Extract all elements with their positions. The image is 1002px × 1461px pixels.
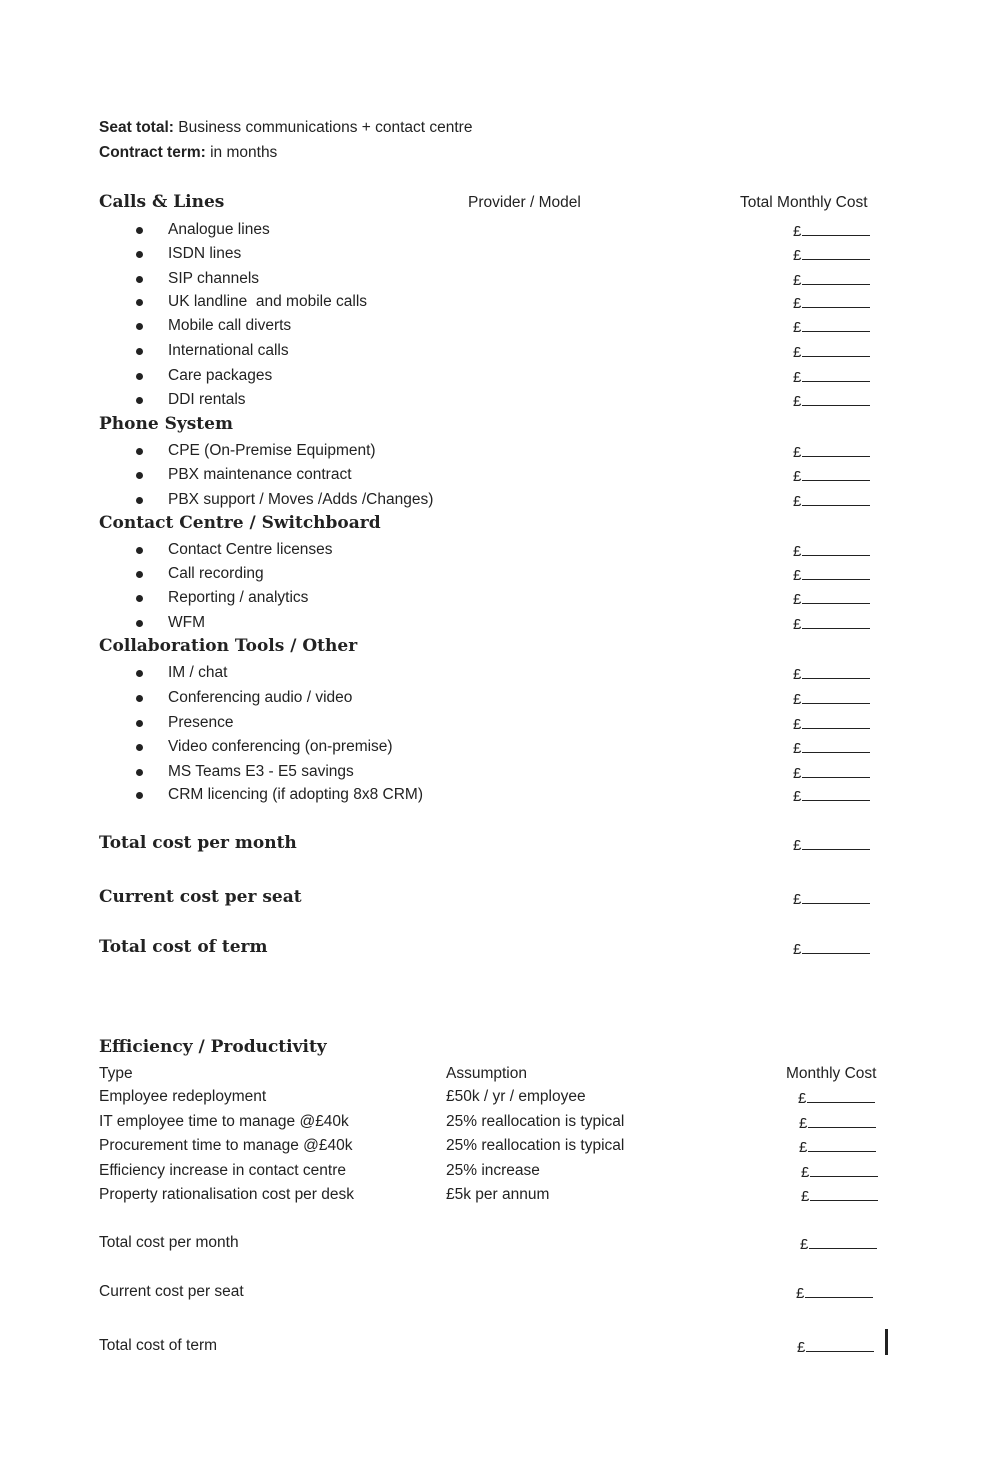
cost-field[interactable] (793, 220, 870, 242)
currency-symbol: £ (793, 891, 802, 908)
line-item: UK landline and mobile calls (168, 293, 368, 310)
cost-field[interactable] (793, 613, 870, 635)
contract-term-label: Contract term: (99, 144, 206, 161)
efficiency-assumption: £5k per annum (446, 1186, 550, 1203)
column-header-type: Type (99, 1065, 133, 1082)
bullet-icon (136, 695, 143, 702)
bullet-icon (136, 373, 143, 380)
contract-term-line (99, 143, 277, 163)
cost-field[interactable] (793, 316, 870, 338)
cost-field[interactable] (793, 834, 870, 856)
currency-symbol: £ (793, 765, 802, 782)
bullet-icon (136, 251, 143, 258)
currency-symbol: £ (799, 1115, 808, 1132)
line-item: MS Teams E3 - E5 savings (168, 763, 354, 780)
cost-field[interactable] (793, 762, 870, 784)
bullet-icon (136, 397, 143, 404)
efficiency-assumption: £50k / yr / employee (446, 1088, 586, 1105)
currency-symbol: £ (800, 1236, 809, 1253)
currency-symbol: £ (793, 468, 802, 485)
efficiency-type: IT employee time to manage @£40k (99, 1113, 349, 1130)
bullet-icon (136, 720, 143, 727)
column-header-monthly-cost: Monthly Cost (786, 1065, 877, 1082)
currency-symbol: £ (793, 543, 802, 560)
cost-field[interactable] (793, 663, 870, 685)
contract-term-value: in months (210, 144, 278, 161)
line-item: IM / chat (168, 664, 228, 681)
efficiency-total-per-month-label: Total cost per month (99, 1234, 239, 1251)
currency-symbol: £ (798, 1090, 807, 1107)
currency-symbol: £ (793, 344, 802, 361)
efficiency-cost-per-seat-label: Current cost per seat (99, 1283, 244, 1300)
line-item: SIP channels (168, 270, 260, 287)
cost-field[interactable] (793, 785, 870, 807)
cost-field[interactable] (793, 540, 870, 562)
line-item: DDI rentals (168, 391, 246, 408)
bullet-icon (136, 276, 143, 283)
line-item: WFM (168, 614, 206, 631)
currency-symbol: £ (793, 319, 802, 336)
currency-symbol: £ (793, 247, 802, 264)
cost-field[interactable] (799, 1112, 876, 1134)
line-item: International calls (168, 342, 289, 359)
line-item: PBX support / Moves /Adds /Changes) (168, 491, 434, 508)
line-item: ISDN lines (168, 245, 242, 262)
bullet-icon (136, 348, 143, 355)
cost-field[interactable] (793, 341, 870, 363)
seat-total-line (99, 118, 472, 138)
cost-field[interactable] (793, 244, 870, 266)
cost-field[interactable] (799, 1136, 876, 1158)
current-cost-per-seat-label: Current cost per seat (99, 887, 302, 907)
efficiency-type: Employee redeployment (99, 1088, 267, 1105)
bullet-icon (136, 792, 143, 799)
currency-symbol: £ (796, 1285, 805, 1302)
currency-symbol: £ (793, 691, 802, 708)
currency-symbol: £ (793, 616, 802, 633)
line-item: PBX maintenance contract (168, 466, 352, 483)
line-item: Presence (168, 714, 234, 731)
cost-field[interactable] (793, 688, 870, 710)
currency-symbol: £ (793, 444, 802, 461)
column-header-assumption: Assumption (446, 1065, 527, 1082)
currency-symbol: £ (793, 272, 802, 289)
line-item: Contact Centre licenses (168, 541, 333, 558)
cost-field[interactable] (793, 713, 870, 735)
bullet-icon (136, 547, 143, 554)
cost-field[interactable] (793, 465, 870, 487)
efficiency-assumption: 25% reallocation is typical (446, 1113, 625, 1130)
bullet-icon (136, 472, 143, 479)
currency-symbol: £ (793, 223, 802, 240)
currency-symbol: £ (799, 1139, 808, 1156)
bullet-icon (136, 769, 143, 776)
bullet-icon (136, 497, 143, 504)
bullet-icon (136, 595, 143, 602)
line-item: Reporting / analytics (168, 589, 309, 606)
section-title-efficiency: Efficiency / Productivity (99, 1037, 327, 1057)
line-item: Call recording (168, 565, 264, 582)
bullet-icon (136, 227, 143, 234)
text-cursor (885, 1329, 888, 1355)
currency-symbol: £ (793, 941, 802, 958)
cost-field[interactable] (793, 441, 870, 463)
cost-field[interactable] (793, 269, 870, 291)
line-item: CRM licencing (if adopting 8x8 CRM) (168, 786, 423, 803)
currency-symbol: £ (793, 591, 802, 608)
cost-field[interactable] (793, 490, 870, 512)
total-cost-of-term-label: Total cost of term (99, 937, 268, 957)
efficiency-type: Efficiency increase in contact centre (99, 1162, 346, 1179)
cost-field[interactable] (793, 938, 870, 960)
bullet-icon (136, 744, 143, 751)
currency-symbol: £ (793, 295, 802, 312)
column-header-total-monthly: Total Monthly Cost (740, 194, 868, 211)
cost-field[interactable] (793, 292, 870, 314)
cost-field[interactable] (800, 1233, 877, 1255)
bullet-icon (136, 299, 143, 306)
currency-symbol: £ (801, 1188, 810, 1205)
line-item: Conferencing audio / video (168, 689, 353, 706)
line-item: Video conferencing (on-premise) (168, 738, 393, 755)
currency-symbol: £ (793, 493, 802, 510)
cost-field[interactable] (798, 1087, 875, 1109)
currency-symbol: £ (797, 1339, 806, 1356)
currency-symbol: £ (793, 740, 802, 757)
total-cost-per-month-label: Total cost per month (99, 833, 297, 853)
currency-symbol: £ (793, 369, 802, 386)
efficiency-type: Property rationalisation cost per desk (99, 1186, 355, 1203)
efficiency-assumption: 25% reallocation is typical (446, 1137, 625, 1154)
cost-field[interactable] (801, 1161, 878, 1183)
cost-field[interactable] (793, 888, 870, 910)
line-item: CPE (On-Premise Equipment) (168, 442, 376, 459)
currency-symbol: £ (793, 716, 802, 733)
currency-symbol: £ (793, 393, 802, 410)
bullet-icon (136, 670, 143, 677)
bullet-icon (136, 323, 143, 330)
bullet-icon (136, 448, 143, 455)
cost-field[interactable] (793, 564, 870, 586)
section-title-contact-centre: Contact Centre / Switchboard (99, 513, 381, 533)
bullet-icon (136, 620, 143, 627)
seat-total-value: Business communications + contact centre (178, 119, 473, 136)
currency-symbol: £ (793, 837, 802, 854)
efficiency-assumption: 25% increase (446, 1162, 540, 1179)
line-item: Care packages (168, 367, 273, 384)
currency-symbol: £ (793, 788, 802, 805)
efficiency-cost-of-term-label: Total cost of term (99, 1337, 218, 1354)
currency-symbol: £ (793, 567, 802, 584)
cost-field[interactable] (793, 588, 870, 610)
column-header-provider: Provider / Model (468, 194, 581, 211)
cost-field[interactable] (793, 737, 870, 759)
section-title-phone-system: Phone System (99, 414, 233, 434)
currency-symbol: £ (801, 1164, 810, 1181)
cost-field[interactable] (793, 390, 870, 412)
cost-field[interactable] (801, 1185, 878, 1207)
currency-symbol: £ (793, 666, 802, 683)
section-title-calls-lines: Calls & Lines (99, 192, 225, 212)
cost-field[interactable] (796, 1282, 873, 1304)
cost-field[interactable] (797, 1336, 874, 1358)
cost-field[interactable] (793, 366, 870, 388)
section-title-collaboration: Collaboration Tools / Other (99, 636, 358, 656)
efficiency-type: Procurement time to manage @£40k (99, 1137, 353, 1154)
bullet-icon (136, 571, 143, 578)
seat-total-label: Seat total: (99, 119, 174, 136)
line-item: Mobile call diverts (168, 317, 292, 334)
line-item: Analogue lines (168, 221, 270, 238)
